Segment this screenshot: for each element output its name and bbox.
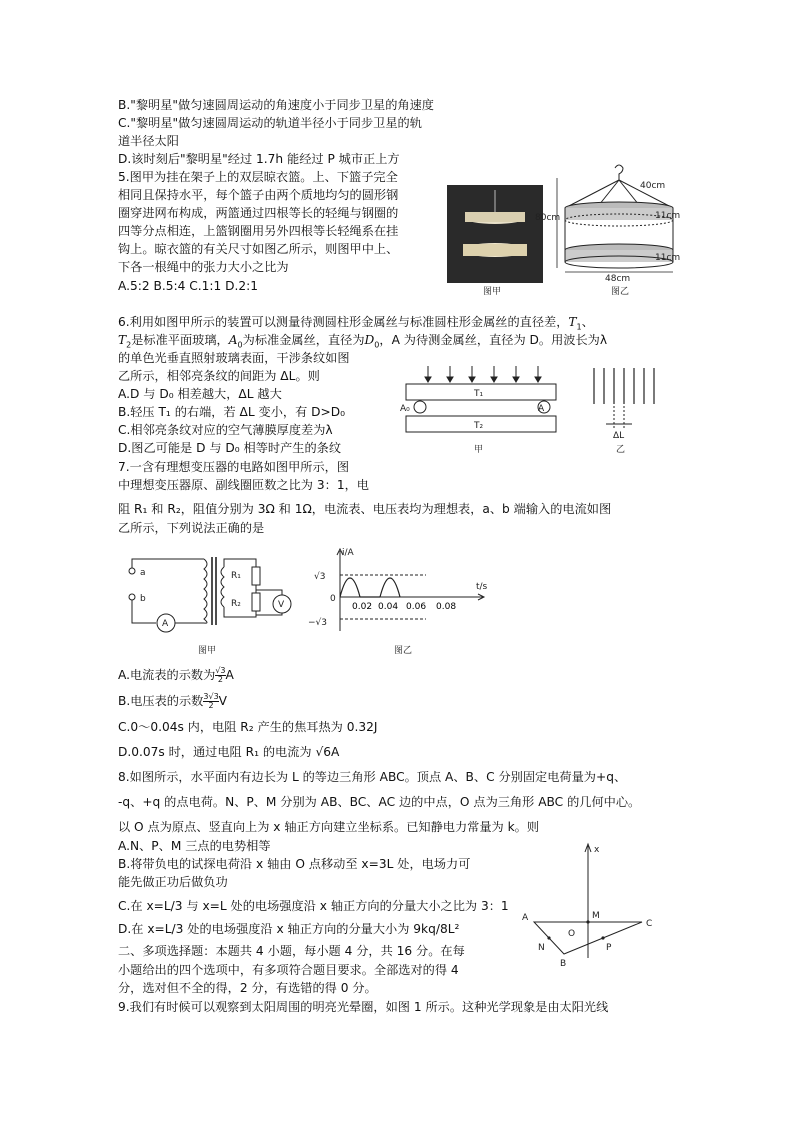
q7-tick-4: 0.08 — [436, 602, 457, 612]
q8-label-o: O — [568, 929, 576, 939]
q8-label-c: C — [646, 919, 653, 929]
q8-option-d: D.在 x=L/3 处的电场强度沿 x 轴正方向的分量大小为 9kq/8L² — [118, 922, 460, 936]
q6-a: A — [538, 404, 545, 414]
q8-line-3: 以 O 点为原点、竖直向上为 x 轴正方向建立坐标系。已知静电力常量为 k。则 — [118, 820, 540, 834]
q6-option-b: B.轻压 T₁ 的右端，若 ΔL 变小，有 D>D₀ — [118, 405, 345, 419]
q5-dim-48: 48cm — [605, 274, 631, 284]
q7-ypos: √3 — [314, 572, 326, 582]
q6-caption-b: 乙 — [616, 445, 626, 455]
q8-label-a: A — [522, 913, 529, 923]
q5-line-3: 圈穿进网布构成，两篮通过四根等长的轻绳与钢圈的 — [118, 206, 399, 220]
q8-option-a: A.N、P、M 三点的电势相等 — [118, 839, 271, 853]
q7-r2: R₂ — [231, 599, 241, 609]
q7-caption-b: 图乙 — [394, 646, 413, 656]
q7-option-a: A.电流表的示数为 $\frac{√3}{2}$ A — [118, 666, 234, 684]
q5-dim-11a: 11cm — [655, 211, 681, 221]
q6-line-2: $T_2$是标准平面玻璃，$A_0$为标准金属丝，直径为$D_0$，A 为待测金属丝，直径为 D。用波长为λ — [118, 333, 608, 350]
q7-tick-2: 0.04 — [378, 602, 399, 612]
q8-option-b: B.将带负电的试探电荷沿 x 轴由 O 点移动至 x=3L 处，电场力可 — [118, 857, 471, 871]
q6-line-1: 6.利用如图甲所示的装置可以测量待测圆柱形金属丝与标准圆柱形金属丝的直径差，$T_1$、 — [118, 315, 594, 332]
section-2-line-2: 小题给出的四个选项中，有多项符合题目要求。全部选对的得 4 — [118, 963, 459, 977]
q7-r1: R₁ — [231, 571, 241, 581]
q6-delta-l: ΔL — [613, 431, 625, 441]
q6-caption-a: 甲 — [474, 445, 484, 455]
q7-option-c: C.0～0.04s 内，电阻 R₂ 产生的焦耳热为 0.32J — [118, 720, 378, 734]
q4-option-d: D.该时刻后"黎明星"经过 1.7h 能经过 P 城市正上方 — [118, 152, 400, 166]
q5-caption-a: 图甲 — [483, 287, 502, 297]
q4-option-c-cont: 道半径太阳 — [118, 134, 179, 148]
q5-line-4: 四等分点相连，上篮钢圈用另外四根等长轻绳系在挂 — [118, 224, 399, 238]
q5-dim-80: 80cm — [535, 213, 561, 223]
q6-line-3: 的单色光垂直照射玻璃表面，干涉条纹如图 — [118, 351, 350, 365]
q7-ammeter: A — [162, 619, 169, 629]
q7-line-4: 乙所示，下列说法正确的是 — [118, 521, 265, 535]
q7-figure — [126, 545, 496, 661]
q5-dim-11b: 11cm — [655, 253, 681, 263]
q6-t2: T₂ — [474, 421, 484, 431]
q6-line-4: 乙所示，相邻亮条纹的间距为 ΔL。则 — [118, 369, 320, 383]
q7-yneg: −√3 — [308, 618, 328, 628]
q7-line-2: 中理想变压器原、副线圈匝数之比为 3：1，电 — [118, 478, 369, 492]
q5-line-2: 相同且保持水平，每个篮子由两个质地均匀的圆形钢 — [118, 188, 399, 202]
q7-option-d: D.0.07s 时，通过电阻 R₁ 的电流为 √6A — [118, 745, 340, 759]
q6-figure — [398, 362, 688, 462]
q7-tick-3: 0.06 — [406, 602, 427, 612]
q7-tick-1: 0.02 — [352, 602, 373, 612]
q4-option-c: C."黎明星"做匀速圆周运动的轨道半径小于同步卫星的轨 — [118, 116, 422, 130]
q5-line-5: 钩上。晾衣篮的有关尺寸如图乙所示，则图甲中上、 — [118, 242, 399, 256]
q5-dim-40: 40cm — [640, 181, 666, 191]
q7-a: a — [140, 568, 146, 578]
q9-line-1: 9.我们有时候可以观察到太阳周围的明亮光晕圈，如图 1 所示。这种光学现象是由太阳光线 — [118, 1000, 609, 1014]
section-2-line-3: 分，选对但不全的得，2 分，有选错的得 0 分。 — [118, 981, 377, 995]
q6-t1: T₁ — [474, 389, 484, 399]
q8-figure — [518, 838, 658, 968]
section-2-line-1: 二、多项选择题：本题共 4 小题，每小题 4 分，共 16 分。在每 — [118, 944, 465, 958]
q6-a0: A₀ — [400, 404, 410, 414]
q7-line-1: 7.一含有理想变压器的电路如图甲所示，图 — [118, 460, 350, 474]
q8-x-axis: x — [594, 845, 600, 855]
q5-figure — [445, 160, 685, 300]
q5-caption-b: 图乙 — [611, 287, 630, 297]
q7-caption-a: 图甲 — [198, 646, 217, 656]
q8-option-b-cont: 能先做正功后做负功 — [118, 875, 228, 889]
q5-line-1: 5.图甲为挂在架子上的双层晾衣篮。上、下篮子完全 — [118, 170, 398, 184]
q6-option-a: A.D 与 D₀ 相差越大，ΔL 越大 — [118, 387, 282, 401]
q8-label-b: B — [560, 959, 567, 968]
q5-options: A.5:2 B.5:4 C.1:1 D.2:1 — [118, 279, 258, 293]
q8-line-1: 8.如图所示，水平面内有边长为 L 的等边三角形 ABC。顶点 A、B、C 分别固定电荷量为+q、 — [118, 770, 627, 784]
q7-voltmeter: V — [278, 600, 285, 610]
q5-line-6: 下各一根绳中的张力大小之比为 — [118, 260, 289, 274]
q7-b: b — [140, 594, 146, 604]
q6-option-c: C.相邻亮条纹对应的空气薄膜厚度差为λ — [118, 423, 333, 437]
q7-zero: 0 — [330, 594, 336, 604]
q8-label-m: M — [592, 911, 600, 921]
q7-line-3: 阻 R₁ 和 R₂，阻值分别为 3Ω 和 1Ω，电流表、电压表均为理想表，a、b 端输入的电流如图 — [118, 502, 612, 516]
q8-line-2: -q、+q 的点电荷。N、P、M 分别为 AB、BC、AC 边的中点，O 点为三角形 ABC 的几何中心。 — [118, 795, 641, 809]
q4-option-b: B."黎明星"做匀速圆周运动的角速度小于同步卫星的角速度 — [118, 98, 434, 112]
q8-option-c: C.在 x=L/3 与 x=L 处的电场强度沿 x 轴正方向的分量大小之比为 3：1 — [118, 899, 509, 913]
q8-label-n: N — [538, 943, 545, 953]
q7-ylabel: i/A — [342, 548, 354, 558]
q8-label-p: P — [606, 943, 612, 953]
q7-option-b: B.电压表的示数 $\frac{3√3}{2}$ V — [118, 692, 227, 710]
q7-xlabel: t/s — [476, 582, 488, 592]
q6-option-d: D.图乙可能是 D 与 D₀ 相等时产生的条纹 — [118, 441, 342, 455]
